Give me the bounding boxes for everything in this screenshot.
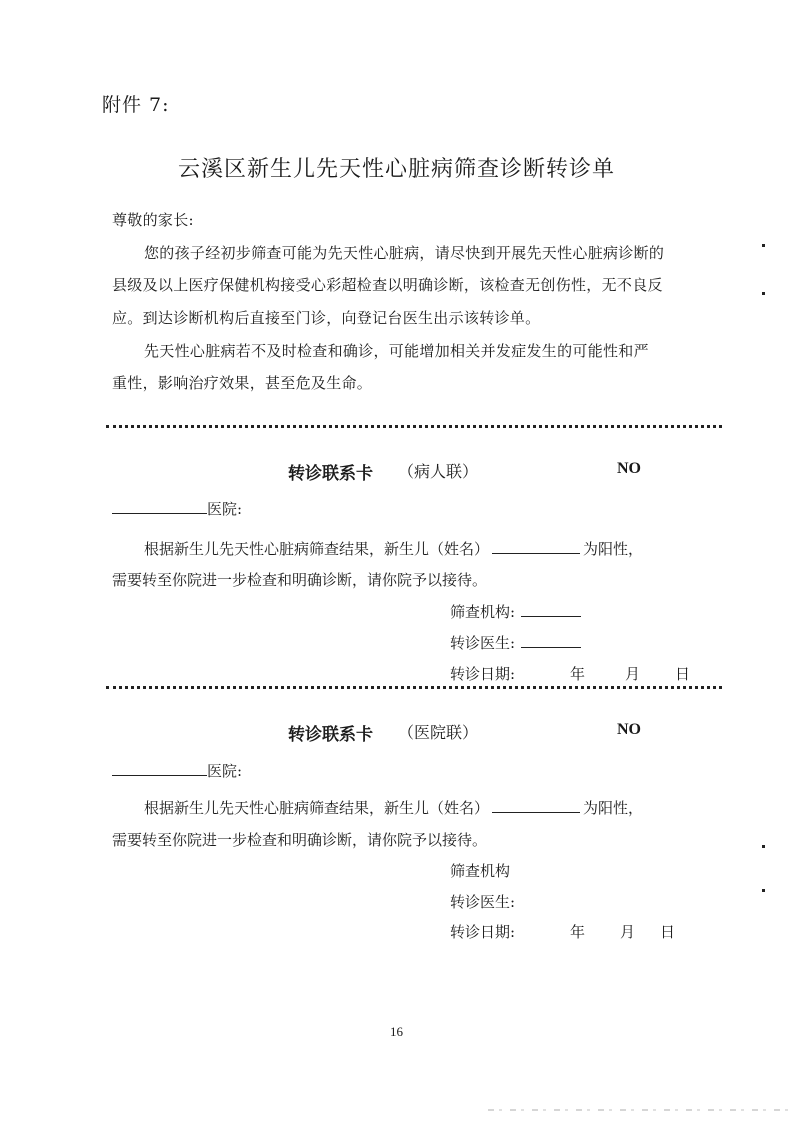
scan-mark [762,889,765,892]
hospital-field [112,760,242,781]
hospital-name-blank[interactable] [112,499,207,514]
scan-mark [762,244,765,247]
notice-line-1: 您的孩子经初步筛查可能为先天性心脏病，请尽快到开展先天性心脏病诊断的 [144,244,665,262]
hospital-suffix: 医院: [207,762,243,780]
newborn-name-blank[interactable] [492,798,580,813]
attachment-label: 附件 7: [102,94,170,116]
newborn-name-blank[interactable] [492,539,580,554]
notice-line-3: 应。到达诊断机构后直接至门诊，向登记台医生出示该转诊单。 [112,309,541,327]
card-title: 转诊联系卡 [288,464,373,484]
year-label: 年 [570,923,586,941]
referral-sentence [144,538,643,559]
referral-date-label: 转诊日期: [450,665,516,683]
screening-org-blank[interactable] [521,602,581,617]
day-label: 日 [660,923,676,941]
card-title: 转诊联系卡 [288,725,373,745]
referral-doctor-blank[interactable] [521,633,581,648]
screening-org-label: 筛查机构 [450,862,511,880]
referral-doctor-label: 转诊医生: [450,893,516,911]
page-number: 16 [390,1024,403,1039]
hospital-suffix: 医院: [207,500,243,518]
notice-line-2: 县级及以上医疗保健机构接受心彩超检查以明确诊断，该检查无创伤性，无不良反 [112,276,663,294]
cut-line [106,686,722,689]
notice-line-5: 重性，影响治疗效果，甚至危及生命。 [112,374,373,392]
cut-line [106,425,722,428]
card-subtitle: （医院联） [398,723,479,742]
scan-mark [762,845,765,848]
card-subtitle: （病人联） [398,462,479,481]
referral-text: 根据新生儿先天性心脏病筛查结果，新生儿（姓名） [144,799,490,817]
document-title: 云溪区新生儿先天性心脏病筛查诊断转诊单 [177,157,615,182]
month-label: 月 [620,923,636,941]
referral-request: 需要转至你院进一步检查和明确诊断，请你院予以接待。 [112,571,488,589]
scan-noise [488,1109,788,1111]
referral-sentence [144,797,643,818]
greeting: 尊敬的家长: [112,211,194,229]
year-label: 年 [570,665,586,683]
referral-date-label: 转诊日期: [450,923,516,941]
positive-text: 为阳性， [583,540,644,558]
card-number-label: NO [617,460,641,477]
scan-mark [762,292,765,295]
referral-text: 根据新生儿先天性心脏病筛查结果，新生儿（姓名） [144,540,490,558]
day-label: 日 [675,665,691,683]
positive-text: 为阳性， [583,799,644,817]
referral-doctor-field [450,632,581,653]
hospital-field [112,498,242,519]
screening-org-label: 筛查机构: [450,603,516,621]
referral-request: 需要转至你院进一步检查和明确诊断，请你院予以接待。 [112,831,488,849]
month-label: 月 [625,665,641,683]
notice-line-4: 先天性心脏病若不及时检查和确诊，可能增加相关并发症发生的可能性和严 [144,342,649,360]
card-number-label: NO [617,721,641,738]
screening-org-field [450,601,581,622]
hospital-name-blank[interactable] [112,761,207,776]
referral-doctor-label: 转诊医生: [450,634,516,652]
